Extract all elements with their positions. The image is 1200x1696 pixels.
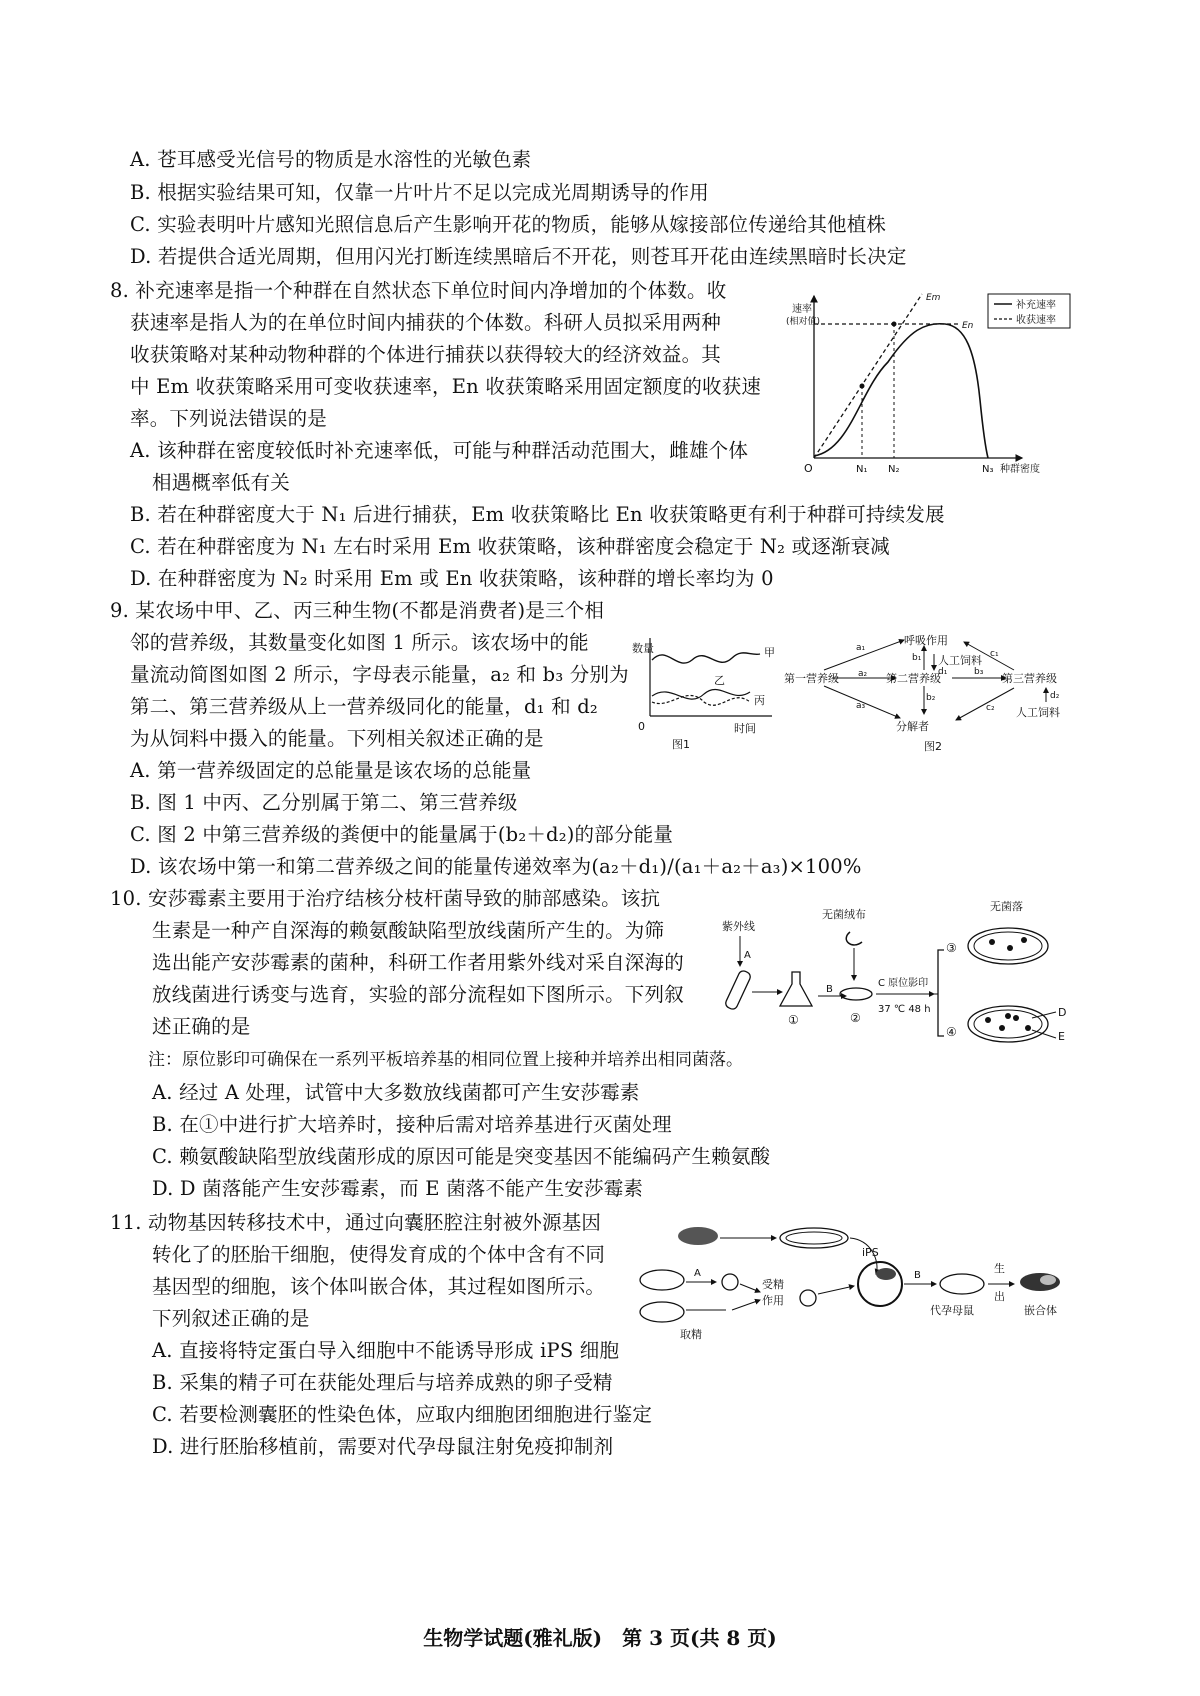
q11-fertilization: 受精 <box>762 1278 784 1291</box>
q9-option-b: B. 图 1 中丙、乙分别属于第二、第三营养级 <box>130 791 518 814</box>
q10-step-c: C 原位影印 <box>878 978 929 989</box>
q11-option-c: C. 若要检测囊胚的性染色体，应取内细胞团细胞进行鉴定 <box>152 1403 653 1426</box>
fig2-b2: b₂ <box>926 693 936 703</box>
q8-option-c: C. 若在种群密度为 N₁ 左右时采用 Em 收获策略，该种群密度会稳定于 N₂ 或逐渐衰减 <box>130 535 890 558</box>
q9-stem-2: 邻的营养级，其数量变化如图 1 所示。该农场中的能 <box>130 631 589 654</box>
q11-option-d: D. 进行胚胎移植前，需要对代孕母鼠注射免疫抑制剂 <box>152 1435 614 1458</box>
q9-stem-4: 第二、第三营养级从上一营养级同化的能量，d₁ 和 d₂ <box>130 695 598 718</box>
blastocyst-icon <box>858 1262 902 1306</box>
q10-option-c: C. 赖氨酸缺陷型放线菌形成的原因可能是突变基因不能编码产生赖氨酸 <box>152 1145 771 1168</box>
fig2-caption: 图2 <box>924 740 942 753</box>
species-jia-curve <box>652 653 760 663</box>
q11-step-a: A <box>694 1268 701 1279</box>
q9-figure-2 <box>784 630 1084 754</box>
q7-option-d: D. 若提供合适光周期，但用闪光打断连续黑暗后不开花，则苍耳开花由连续黑暗时长决定 <box>130 245 907 268</box>
plate-2 <box>840 988 872 1000</box>
q11-fertilization-2: 作用 <box>762 1294 784 1307</box>
q9-stem-3: 量流动简图如图 2 所示，字母表示能量，a₂ 和 b₃ 分别为 <box>130 663 629 686</box>
q10-note: 注：原位影印可确保在一系列平板培养基的相同位置上接种并培养出相同菌落。 <box>148 1050 743 1070</box>
q8-n2: N₂ <box>888 464 900 475</box>
q11-ips: iPS <box>862 1246 879 1259</box>
q9-stem-1: 9. 某农场中甲、乙、丙三种生物(不都是消费者)是三个相 <box>110 599 605 622</box>
q10-circle-3: ③ <box>946 941 957 955</box>
q8-en-label: En <box>962 321 974 331</box>
q8-stem-4: 中 Em 收获策略采用可变收获速率，En 收获策略采用固定额度的收获速 <box>130 375 762 398</box>
q11-step-b: B <box>914 1270 921 1281</box>
q10-step-a: A <box>744 950 751 961</box>
q10-stem-5: 述正确的是 <box>152 1015 251 1038</box>
q7-option-c: C. 实验表明叶片感知光照信息后产生影响开花的物质，能够从嫁接部位传递给其他植株 <box>130 213 887 236</box>
test-tube <box>724 969 752 1010</box>
fig1-xlabel: 时间 <box>734 722 756 735</box>
supplement-rate-curve <box>814 324 988 458</box>
em-harvest-line <box>814 294 922 458</box>
q11-stem-3: 基因型的细胞，该个体叫嵌合体，其过程如图所示。 <box>152 1275 606 1298</box>
fig2-a2: a₂ <box>858 669 868 679</box>
q8-n1: N₁ <box>856 464 868 475</box>
q10-uv: 紫外线 <box>722 920 755 933</box>
fig2-a3: a₃ <box>856 701 866 711</box>
q8-ylabel: 速率 <box>792 304 812 315</box>
mouse-male-icon <box>640 1302 684 1322</box>
fig2-level-1: 第一营养级 <box>784 672 839 685</box>
q11-option-b: B. 采集的精子可在获能处理后与培养成熟的卵子受精 <box>152 1371 613 1394</box>
fig2-b3: b₃ <box>974 667 984 677</box>
fig2-feed: 人工饲料 <box>938 654 982 667</box>
q8-stem-2: 获速率是指人为的在单位时间内捕获的个体数。科研人员拟采用两种 <box>130 311 722 334</box>
q11-stem-2: 转化了的胚胎干细胞，使得发育成的个体中含有不同 <box>152 1243 606 1266</box>
mouse-top-icon <box>678 1227 718 1245</box>
q11-stem-4: 下列叙述正确的是 <box>152 1307 310 1330</box>
q9-option-c: C. 图 2 中第三营养级的粪便中的能量属于(b₂＋d₂)的部分能量 <box>130 823 674 846</box>
fig2-level-2: 第二营养级 <box>886 672 941 685</box>
q8-stem-1: 8. 补充速率是指一个种群在自然状态下单位时间内净增加的个体数。收 <box>110 279 727 302</box>
fig2-b1: b₁ <box>912 653 922 663</box>
q10-circle-2: ② <box>850 1011 861 1025</box>
fig1-bing: 丙 <box>754 694 765 707</box>
q8-origin: O <box>804 462 813 475</box>
q10-velvet: 无菌绒布 <box>822 908 866 921</box>
q9-figure-1 <box>632 632 792 750</box>
q10-step-b: B <box>826 984 833 995</box>
q9-option-a: A. 第一营养级固定的总能量是该农场的总能量 <box>130 759 532 782</box>
fig2-decomposer: 分解者 <box>896 720 929 733</box>
q11-birth-2: 出 <box>994 1290 1005 1303</box>
q10-stem-1: 10. 安莎霉素主要用于治疗结核分枝杆菌导致的肺部感染。该抗 <box>110 887 661 910</box>
fig1-origin: 0 <box>638 720 645 733</box>
q10-circle-4: ④ <box>946 1025 957 1039</box>
q11-sperm-collect: 取精 <box>680 1328 702 1341</box>
q11-birth: 生 <box>994 1262 1005 1275</box>
zygote-icon <box>800 1290 816 1306</box>
q8-option-b: B. 若在种群密度大于 N₁ 后进行捕获，Em 收获策略比 En 收获策略更有利于种群可持续发展 <box>130 503 945 526</box>
q11-stem-1: 11. 动物基因转移技术中，通过向囊胚腔注射被外源基因 <box>110 1211 602 1234</box>
q8-stem-5: 率。下列说法错误的是 <box>130 407 328 430</box>
q11-process-figure <box>636 1222 1086 1342</box>
fig1-jia: 甲 <box>764 646 775 659</box>
q11-option-a: A. 直接将特定蛋白导入细胞中不能诱导形成 iPS 细胞 <box>152 1339 620 1362</box>
q10-stem-3: 选出能产安莎霉素的菌种，科研工作者用紫外线对采自深海的 <box>152 951 684 974</box>
fig1-ylabel: 数量 <box>632 642 654 655</box>
q10-colony-d: D <box>1058 1006 1067 1019</box>
q10-option-d: D. D 菌落能产生安莎霉素，而 E 菌落不能产生安莎霉素 <box>152 1177 644 1200</box>
fig2-level-3: 第三营养级 <box>1002 672 1057 685</box>
q7-option-b: B. 根据实验结果可知，仅靠一片叶片不足以完成光周期诱导的作用 <box>130 181 709 204</box>
species-yi-curve <box>652 689 750 699</box>
q8-legend-supplement: 补充速率 <box>1016 300 1056 311</box>
q8-n3: N₃ <box>982 464 994 475</box>
flask-1 <box>780 972 812 1006</box>
q9-stem-5: 为从饲料中摄入的能量。下列相关叙述正确的是 <box>130 727 544 750</box>
page-footer: 生物学试题(雅礼版) 第 3 页(共 8 页) <box>423 1626 777 1650</box>
fig2-respiration: 呼吸作用 <box>904 634 948 647</box>
fig2-d1: d₁ <box>938 667 948 677</box>
q8-xlabel: 种群密度 <box>1000 464 1040 475</box>
q8-em-label: Em <box>926 293 941 303</box>
q10-stem-2: 生素是一种产自深海的赖氨酸缺陷型放线菌所产生的。为筛 <box>152 919 665 942</box>
q10-option-b: B. 在①中进行扩大培养时，接种后需对培养基进行灭菌处理 <box>152 1113 672 1136</box>
q7-option-a: A. 苍耳感受光信号的物质是水溶性的光敏色素 <box>130 148 532 171</box>
fig2-c2: c₂ <box>986 703 995 713</box>
plate-4 <box>968 1006 1048 1042</box>
q9-option-d: D. 该农场中第一和第二营养级之间的能量传递效率为(a₂＋d₁)/(a₁＋a₂＋a₃)×100% <box>130 855 862 878</box>
q11-chimera: 嵌合体 <box>1024 1304 1057 1317</box>
q8-stem-3: 收获策略对某种动物种群的个体进行捕获以获得较大的经济效益。其 <box>130 343 722 366</box>
fig2-a1: a₁ <box>856 643 866 653</box>
surrogate-mouse-icon <box>940 1274 984 1294</box>
q10-process-figure <box>722 900 1082 1043</box>
q8-option-a-cont: 相遇概率低有关 <box>152 471 290 494</box>
q10-colony-e: E <box>1058 1030 1065 1043</box>
q10-no-colony: 无菌落 <box>990 900 1023 913</box>
q8-ylabel-unit: (相对值) <box>786 317 821 327</box>
q8-option-d: D. 在种群密度为 N₂ 时采用 Em 或 En 收获策略，该种群的增长率均为 0 <box>130 567 774 590</box>
q11-surrogate: 代孕母鼠 <box>930 1304 974 1317</box>
mouse-female-icon <box>640 1270 684 1290</box>
fig1-caption: 图1 <box>672 738 690 751</box>
fig2-d2: d₂ <box>1050 691 1060 701</box>
q10-circle-1: ① <box>788 1013 799 1027</box>
fig2-feed-2: 人工饲料 <box>1016 706 1060 719</box>
q10-condition: 37 ℃ 48 h <box>878 1004 931 1015</box>
fig1-yi: 乙 <box>714 674 725 687</box>
q10-stem-4: 放线菌进行诱变与选育，实验的部分流程如下图所示。下列叙 <box>152 983 684 1006</box>
culture-dish-icon <box>780 1228 848 1248</box>
fig2-c1: c₁ <box>990 649 999 659</box>
q10-option-a: A. 经过 A 处理，试管中大多数放线菌都可产生安莎霉素 <box>152 1081 640 1104</box>
q8-option-a: A. 该种群在密度较低时补充速率低，可能与种群活动范围大，雌雄个体 <box>130 439 749 462</box>
egg-cell-icon <box>722 1274 738 1290</box>
q8-rate-figure <box>786 290 1090 480</box>
q8-legend-harvest: 收获速率 <box>1016 315 1056 326</box>
